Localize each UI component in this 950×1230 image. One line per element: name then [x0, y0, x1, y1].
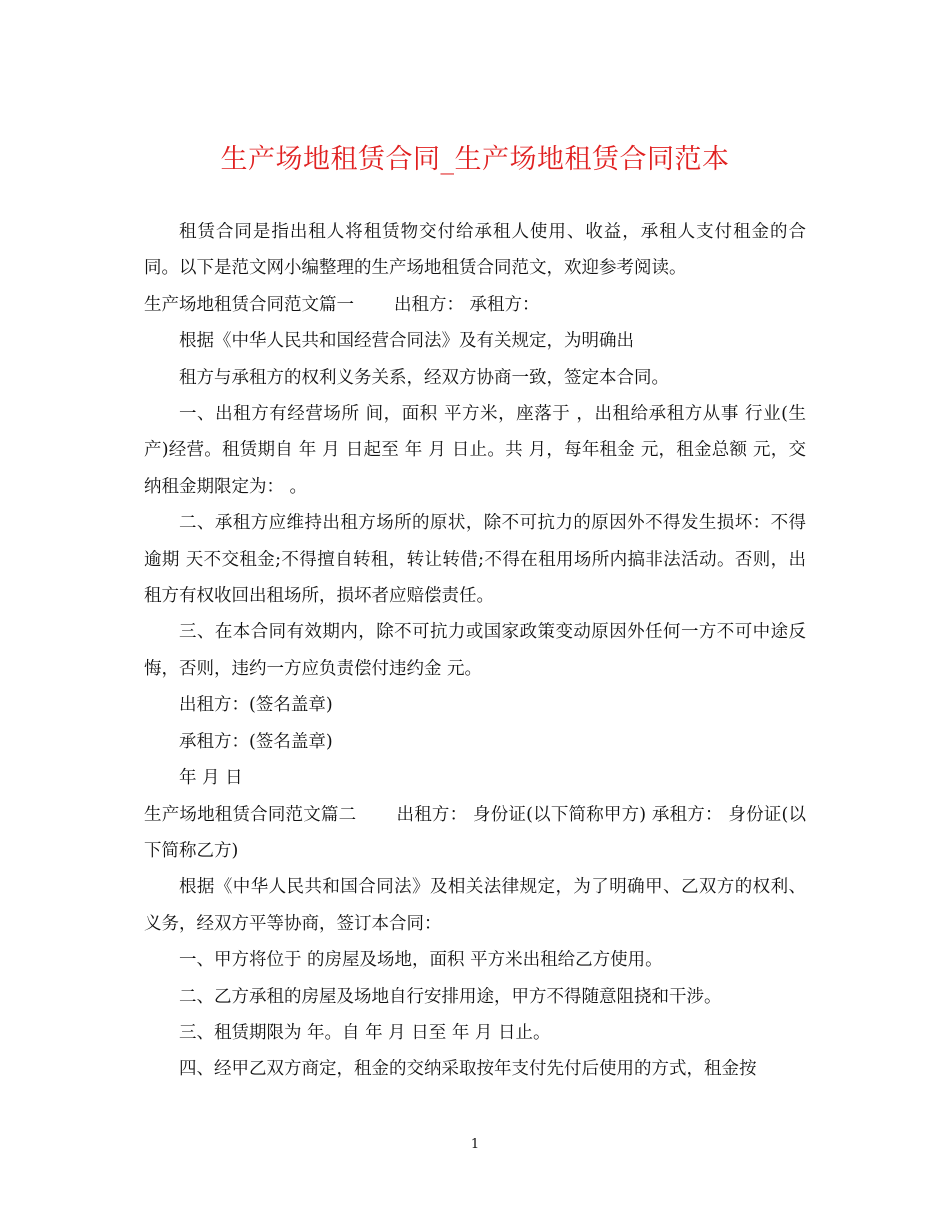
page-number: 1 — [470, 1137, 480, 1152]
paragraph: 根据《中华人民共和国经营合同法》及有关规定，为明确出 — [179, 331, 634, 352]
document-title: 生产场地租赁合同_生产场地租赁合同范本 — [220, 144, 730, 175]
clause-paragraph: 一、甲方将位于 的房屋及场地，面积 平方米出租给乙方使用。 — [179, 950, 663, 971]
sample-two-heading: 生产场地租赁合同范文篇二 — [144, 804, 357, 825]
sample-two-header — [144, 797, 806, 870]
clause-paragraph: 二、乙方承租的房屋及场地自行安排用途，甲方不得随意阻挠和干涉。 — [179, 986, 722, 1007]
clause-paragraph: 一、出租方有经营场所 间，面积 平方米，座落于 ，出租给承租方从事 行业(生产)经营。租赁期自 年 月 日起至 年 月 日止。共 月，每年租金 元，租金总额 元，交纳租金期限定为： 。 — [144, 404, 806, 497]
signature-date: 年 月 日 — [179, 768, 243, 789]
document-body — [144, 214, 806, 1088]
clause-paragraph: 三、租赁期限为 年。自 年 月 日至 年 月 日止。 — [179, 1022, 551, 1043]
intro-paragraph: 租赁合同是指出租人将租赁物交付给承租人使用、收益，承租人支付租金的合同。以下是范文网小编整理的生产场地租赁合同范文，欢迎参考阅读。 — [144, 222, 806, 279]
sample-one-parties: 出租方： 承租方： — [394, 294, 540, 315]
clause-paragraph: 四、经甲乙双方商定，租金的交纳采取按年支付先付后使用的方式，租金按 — [179, 1059, 757, 1080]
clause-paragraph: 二、承租方应维持出租方场所的原状，除不可抗力的原因外不得发生损坏：不得逾期 天不交租金;不得擅自转租，转让转借;不得在租用场所内搞非法活动。否则，出租方有权收回出租场所，损坏者应赔偿责任。 — [144, 513, 806, 607]
sample-one-header — [144, 287, 806, 323]
paragraph: 根据《中华人民共和国合同法》及相关法律规定，为了明确甲、乙双方的权利、义务，经双方平等协商，签订本合同： — [144, 877, 806, 934]
clause-paragraph: 三、在本合同有效期内，除不可抗力或国家政策变动原因外任何一方不可中途反悔，否则，违约一方应负责偿付违约金 元。 — [144, 622, 806, 679]
signature-lessee: 承租方：(签名盖章) — [179, 731, 333, 752]
sample-two-parties: 出租方： 身份证(以下简称甲方) 承租方： 身份证(以下简称乙方) — [144, 804, 807, 861]
signature-lessor: 出租方：(签名盖章) — [179, 695, 333, 716]
paragraph: 租方与承租方的权利义务关系，经双方协商一致，签定本合同。 — [179, 367, 669, 388]
sample-one-heading: 生产场地租赁合同范文篇一 — [144, 294, 354, 315]
